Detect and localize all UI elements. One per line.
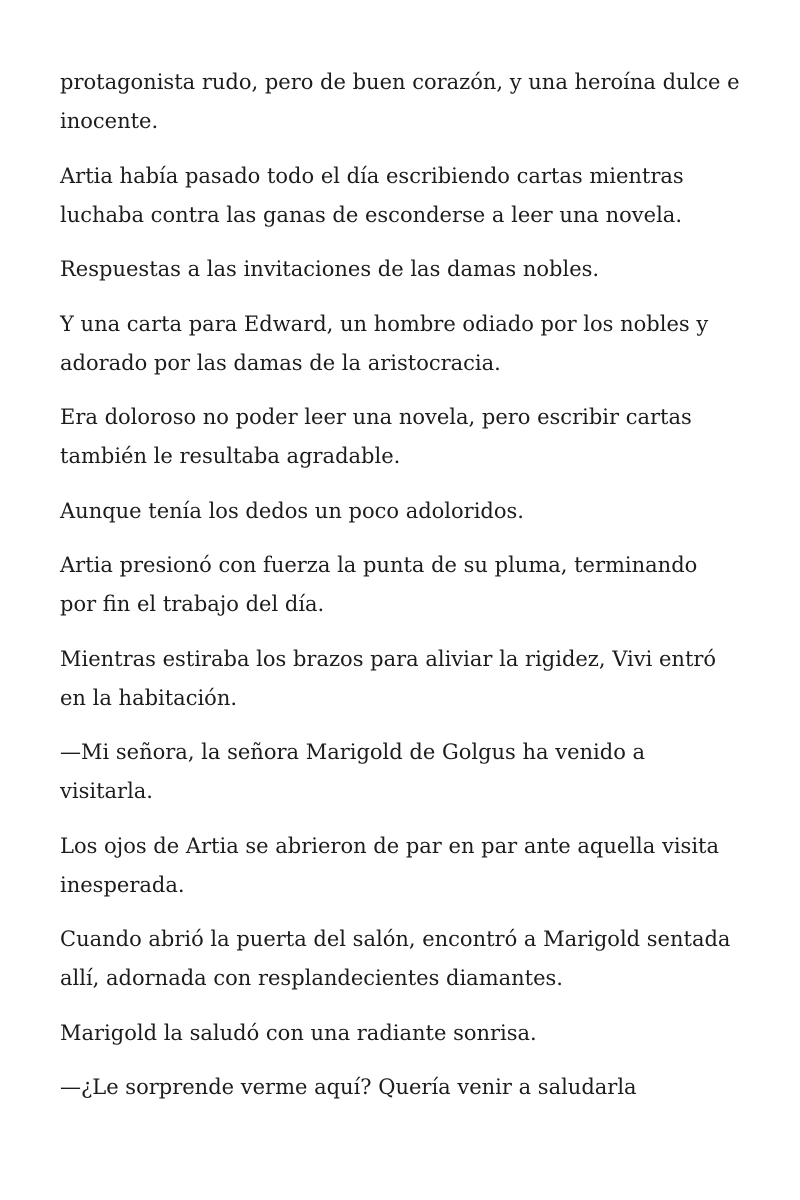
paragraph: Aunque tenía los dedos un poco adoloridos.	[60, 498, 524, 523]
paragraph: Artia había pasado todo el día escribiendo cartas mientras luchaba contra las ganas de esconderse a leer una novela.	[60, 163, 684, 227]
paragraph: Marigold la saludó con una radiante sonrisa.	[60, 1020, 537, 1045]
paragraph: Cuando abrió la puerta del salón, encontró a Marigold sentada allí, adornada con resplandecientes diamantes.	[60, 927, 731, 990]
paragraph: Respuestas a las invitaciones de las damas nobles.	[60, 257, 600, 281]
paragraph: —Mi señora, la señora Marigold de Golgus ha venido a visitarla.	[60, 740, 646, 803]
paragraph: Y una carta para Edward, un hombre odiado por los nobles y adorado por las damas de la aristocracia.	[60, 311, 709, 375]
paragraph: Mientras estiraba los brazos para aliviar la rigidez, Vivi entró en la habitación.	[60, 646, 717, 710]
paragraph: —¿Le sorprende verme aquí? Quería venir a saludarla	[60, 1075, 637, 1099]
paragraph: Artia presionó con fuerza la punta de su pluma, terminando por fin el trabajo del día.	[60, 553, 698, 616]
paragraph: protagonista rudo, pero de buen corazón, y una heroína dulce e inocente.	[60, 70, 740, 133]
paragraph: Era doloroso no poder leer una novela, pero escribir cartas también le resultaba agradable.	[60, 405, 692, 468]
paragraph: Los ojos de Artia se abrieron de par en par ante aquella visita inesperada.	[60, 833, 719, 897]
text-body	[60, 63, 740, 1107]
